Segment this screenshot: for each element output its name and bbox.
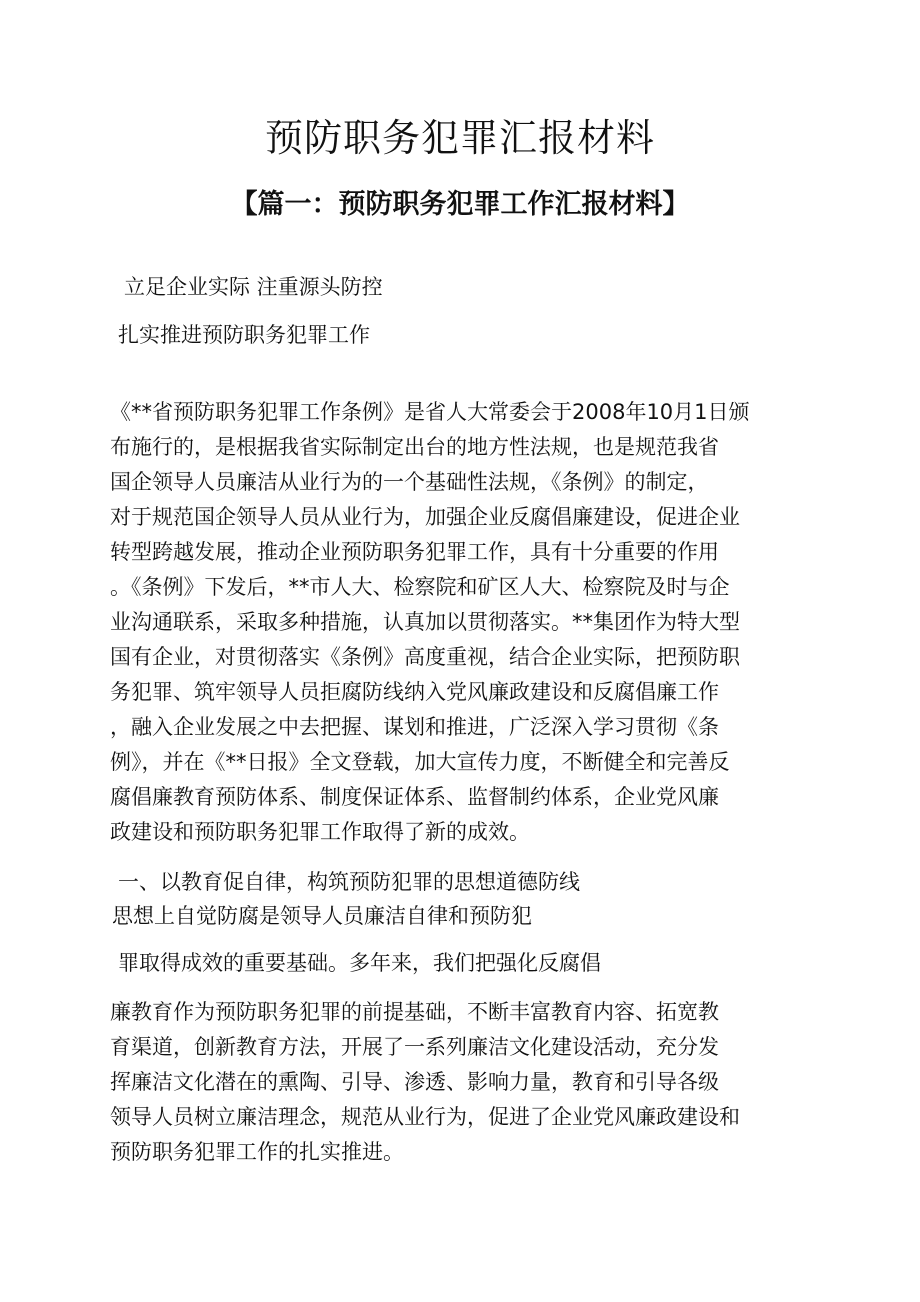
- paragraph-2-line: 育渠道，创新教育方法，开展了一系列廉洁文化建设活动，充分发: [110, 1035, 719, 1059]
- heading-line-1: 立足企业实际 注重源头防控: [124, 275, 383, 299]
- paragraph-1-line: ，融入企业发展之中去把握、谋划和推进，广泛深入学习贯彻《条: [110, 715, 719, 739]
- paragraph-2: [110, 995, 820, 1170]
- paragraph-1-line: 国企领导人员廉洁从业行为的一个基础性法规，《条例》的制定，: [110, 470, 709, 494]
- section-1-line-2: 罪取得成效的重要基础。多年来，我们把强化反腐倡: [118, 951, 601, 975]
- paragraph-1-line: 。《条例》下发后，**市人大、检察院和矿区人大、检察院及时与企: [110, 575, 730, 599]
- paragraph-2-line: 挥廉洁文化潜在的熏陶、引导、渗透、影响力量，教育和引导各级: [110, 1070, 719, 1094]
- paragraph-2-line: 领导人员树立廉洁理念，规范从业行为，促进了企业党风廉政建设和: [110, 1105, 740, 1129]
- paragraph-2-line: 廉教育作为预防职务犯罪的前提基础，不断丰富教育内容、拓宽教: [110, 1000, 719, 1024]
- paragraph-1-line: 政建设和预防职务犯罪工作取得了新的成效。: [110, 820, 530, 844]
- paragraph-1-line: 布施行的，是根据我省实际制定出台的地方性法规，也是规范我省: [110, 435, 719, 459]
- heading-line-2: 扎实推进预防职务犯罪工作: [118, 323, 370, 347]
- document-subtitle: 【篇一：预防职务犯罪工作汇报材料】: [230, 189, 690, 220]
- paragraph-1-line: 例》，并在《**日报》全文登载，加大宣传力度，不断健全和完善反: [110, 750, 730, 774]
- section-1-line-1: 思想上自觉防腐是领导人员廉洁自律和预防犯: [112, 904, 532, 928]
- paragraph-1-line: 转型跨越发展，推动企业预防职务犯罪工作，具有十分重要的作用: [110, 540, 719, 564]
- paragraph-1-line: 腐倡廉教育预防体系、制度保证体系、监督制约体系，企业党风廉: [110, 785, 719, 809]
- paragraph-1-line: 《**省预防职务犯罪工作条例》是省人大常委会于2008年10月1日颁: [110, 400, 750, 424]
- paragraph-1-line: 对于规范国企领导人员从业行为，加强企业反腐倡廉建设，促进企业: [110, 505, 740, 529]
- paragraph-1-line: 业沟通联系，采取多种措施，认真加以贯彻落实。**集团作为特大型: [110, 610, 740, 634]
- paragraph-2-line: 预防职务犯罪工作的扎实推进。: [110, 1140, 404, 1164]
- paragraph-1-line: 国有企业，对贯彻落实《条例》高度重视，结合企业实际，把预防职: [110, 645, 740, 669]
- section-1-heading: 一、以教育促自律，构筑预防犯罪的思想道德防线: [118, 870, 580, 894]
- paragraph-1: [110, 395, 820, 850]
- document-title: 预防职务犯罪汇报材料: [264, 116, 655, 160]
- paragraph-1-line: 务犯罪、筑牢领导人员拒腐防线纳入党风廉政建设和反腐倡廉工作: [110, 680, 719, 704]
